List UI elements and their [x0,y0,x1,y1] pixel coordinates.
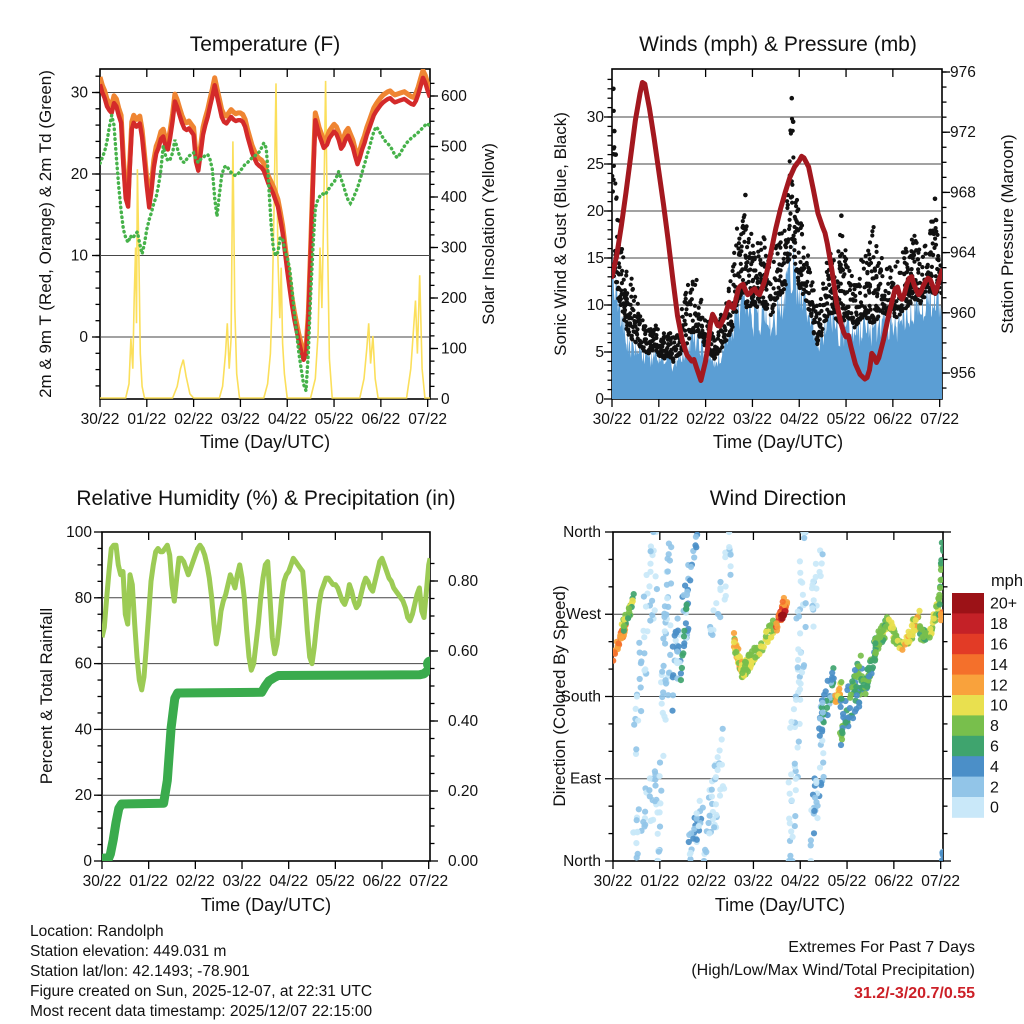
tick-label: 300 [441,239,467,257]
station-info [30,922,372,1022]
tick-label: 30/22 [593,873,633,890]
tick-label: North [563,853,601,870]
tick-label: 2 [990,779,999,797]
y-label-pressure-right: Station Pressure (Maroon) [998,134,1017,334]
tick-label: 10 [586,297,604,314]
tick-label: 01/22 [127,411,167,428]
extremes-values: 31.2/-3/20.7/0.55 [854,985,975,1002]
winds-series [610,83,945,400]
tick-label: East [569,770,601,788]
tick-label: 05/22 [315,873,355,890]
tick-label: 30/22 [82,873,122,890]
tick-label: 968 [950,184,976,202]
tick-label: 0 [79,329,88,346]
tick-label: 05/22 [827,873,867,890]
tick-label: 0 [595,391,604,408]
tick-label: 04/22 [780,873,820,890]
tick-label: 500 [441,138,467,156]
tick-label: 600 [441,88,467,105]
station-elevation: Station elevation: 449.031 m [30,943,227,961]
temperature-panel [71,69,467,428]
winds-pressure-title: Winds (mph) & Pressure (mb) [639,33,917,56]
tick-label: 976 [950,64,976,81]
tick-label: 30/22 [592,411,632,428]
tick-label: 4 [990,758,999,776]
extremes-block [600,936,975,1005]
x-label-humidity: Time (Day/UTC) [200,895,332,915]
tick-label: 6 [990,738,999,756]
tick-label: 30 [586,109,604,126]
tick-label: 10 [990,697,1008,715]
tick-label: 01/22 [640,873,680,890]
tick-label: 04/22 [779,411,819,428]
tick-label: 02/22 [174,411,214,428]
tick-label: 03/22 [221,411,260,428]
temperature-title: Temperature (F) [189,33,341,56]
tick-label: 18 [990,616,1008,634]
station-location: Location: Randolph [30,923,164,940]
tick-label: 07/22 [921,873,961,890]
speed-colorbar [952,572,1023,818]
tick-label: 964 [950,244,976,262]
tick-label: 01/22 [639,411,679,428]
tick-label: 0.60 [448,643,479,660]
winds-pressure-panel [587,64,976,428]
figure-created: Figure created on Sun, 2025-12-07, at 22:31 UTC [30,983,373,1001]
tick-label: 80 [74,589,92,607]
tick-label: 30 [70,84,88,102]
tick-label: 20 [70,166,88,183]
tick-label: 15 [586,250,604,267]
tick-label: 400 [441,189,467,206]
tick-label: 05/22 [826,411,866,428]
tick-label: 03/22 [222,873,262,890]
tick-label: 20 [586,203,604,220]
tick-label: 10 [70,247,88,265]
extremes-title: Extremes For Past 7 Days [788,939,975,956]
tick-label: 16 [990,636,1008,654]
tick-label: 0.80 [448,573,479,590]
tick-label: 07/22 [409,873,449,890]
tick-label: North [563,523,601,541]
tick-label: 5 [595,344,604,361]
extremes-subtitle: (High/Low/Max Wind/Total Precipitation) [691,962,975,979]
tick-label: 100 [66,524,92,541]
tick-label: 100 [441,340,467,358]
tick-label: 02/22 [687,873,727,890]
tick-label: 60 [74,655,92,673]
tick-label: 05/22 [314,411,354,428]
tick-label: 07/22 [920,411,960,428]
y-label-humidity-left: Percent & Total Rainfall [37,607,56,785]
humidity-series [97,545,438,868]
tick-label: 956 [950,365,976,382]
wind-direction-title: Wind Direction [709,487,847,510]
tick-label: 02/22 [175,873,215,890]
tick-label: 0.40 [448,713,479,730]
tick-label: West [565,606,601,624]
tick-label: 40 [74,721,92,739]
tick-label: 8 [990,718,999,736]
tick-label: 0.20 [448,783,479,800]
tick-label: 200 [441,290,467,307]
tick-label: 0.00 [448,853,479,870]
humidity-precip-panel [66,524,478,890]
tick-label: 04/22 [267,411,307,428]
tick-label: mph [990,572,1024,590]
station-latlon: Station lat/lon: 42.1493; -78.901 [30,963,250,981]
tick-label: 04/22 [269,873,309,890]
tick-label: 20+ [990,595,1018,613]
tick-label: 25 [586,156,604,173]
tick-label: 01/22 [129,873,169,890]
temperature-series [100,71,430,399]
y-label-direction-left: Direction (Colored By Speed) [550,585,569,807]
x-label-wind-direction: Time (Day/UTC) [714,895,846,915]
tick-label: 0 [441,391,450,408]
tick-label: 20 [74,787,92,805]
y-label-solar-right: Solar Insolation (Yellow) [479,143,498,325]
tick-label: 06/22 [873,411,913,428]
tick-label: 30/22 [80,411,120,428]
tick-label: 07/22 [408,411,448,428]
humidity-precip-title: Relative Humidity (%) & Precipitation (in) [76,487,456,510]
tick-label: South [560,688,601,706]
tick-label: 12 [990,677,1008,695]
tick-label: 02/22 [686,411,726,428]
tick-label: 960 [950,304,976,322]
tick-label: 06/22 [362,873,402,890]
tick-label: 14 [990,656,1008,674]
tick-label: 06/22 [874,873,914,890]
x-label-winds: Time (Day/UTC) [712,432,844,452]
tick-label: 06/22 [361,411,401,428]
tick-label: 0 [990,799,999,817]
tick-label: 0 [83,853,92,870]
tick-label: 972 [950,124,976,142]
tick-label: 03/22 [733,411,772,428]
tick-label: 03/22 [734,873,773,890]
y-label-wind-left: Sonic Wind & Gust (Blue, Black) [551,112,570,356]
wind-direction-panel [560,524,960,890]
y-label-temperature-left: 2m & 9m T (Red, Orange) & 2m Td (Green) [36,70,55,398]
x-label-temperature: Time (Day/UTC) [199,432,331,452]
data-timestamp: Most recent data timestamp: 2025/12/07 22:15:00 [30,1003,373,1021]
